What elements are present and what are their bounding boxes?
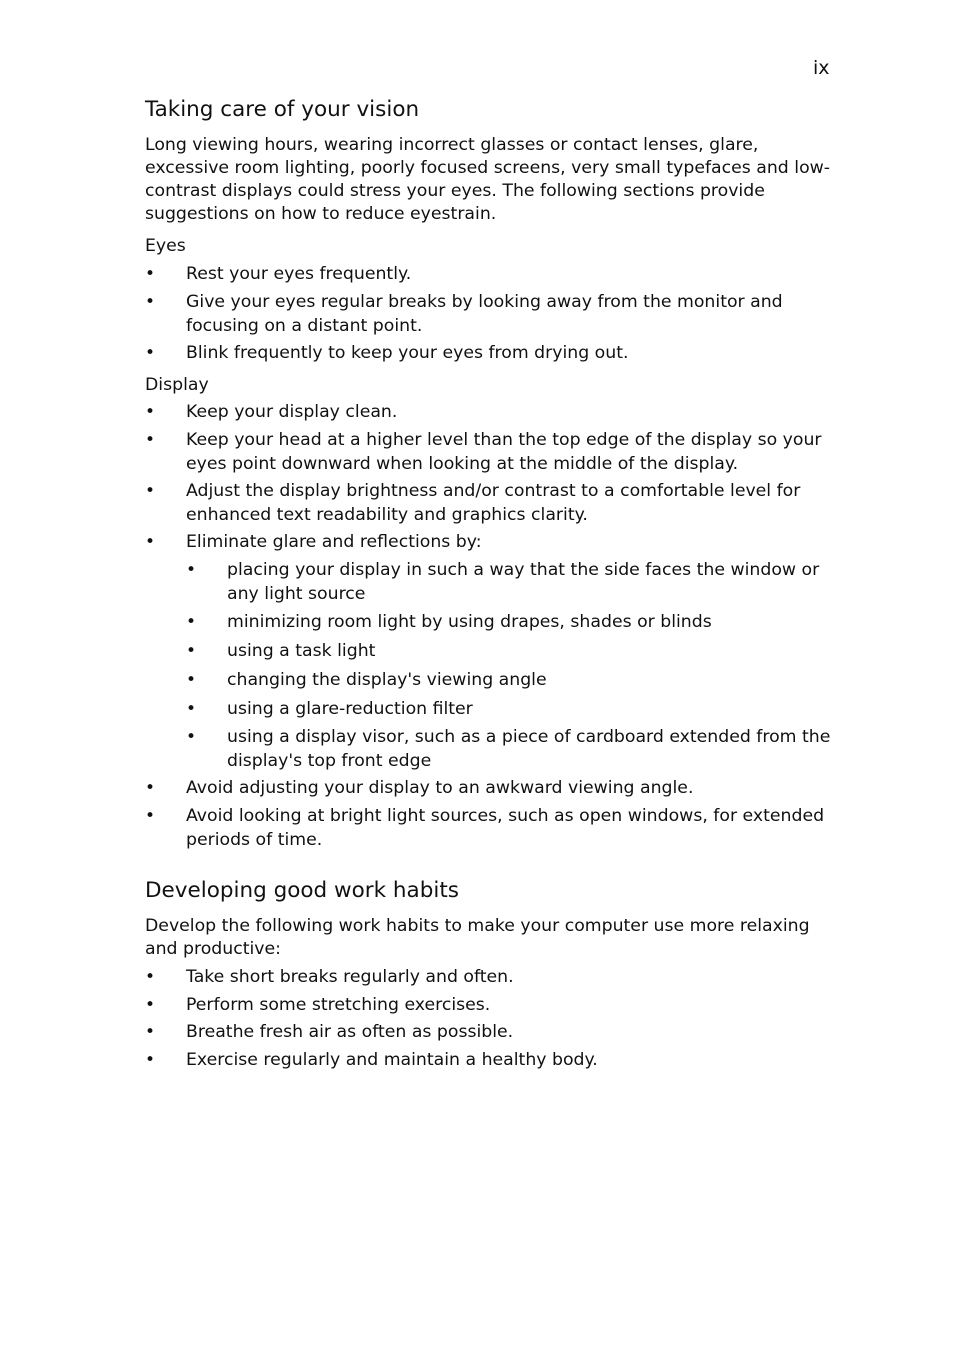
list-item [145, 965, 835, 989]
nested-list-item [186, 558, 835, 606]
bullet: • [145, 806, 156, 826]
list-item-text: using a display visor, such as a piece of cardboard extended from the display's top front edge [227, 727, 831, 771]
work-habits-intro-paragraph: Develop the following work habits to make your computer use more relaxing and productive: [145, 916, 810, 959]
list-item-text: Eliminate glare and reflections by: [186, 532, 482, 552]
bullet: • [145, 264, 156, 284]
list-item [145, 1048, 835, 1072]
bullet: • [145, 292, 156, 312]
nested-list-item [186, 697, 835, 721]
list-item [145, 290, 835, 338]
nested-list-item [186, 610, 835, 634]
list-item-text: Keep your display clean. [186, 402, 398, 422]
bullet: • [186, 699, 197, 719]
bullet: • [145, 778, 156, 798]
bullet: • [186, 612, 197, 632]
list-item [145, 530, 835, 554]
bullet: • [186, 560, 197, 580]
list-item-text: minimizing room light by using drapes, shades or blinds [227, 612, 712, 632]
bullet: • [145, 995, 156, 1015]
bullet: • [186, 641, 197, 661]
list-item-text: Avoid looking at bright light sources, such as open windows, for extended periods of time. [186, 806, 825, 850]
list-item-text: using a task light [227, 641, 376, 661]
list-item [145, 479, 835, 527]
list-item-text: Rest your eyes frequently. [186, 264, 412, 284]
bullet: • [145, 343, 156, 363]
vision-intro-paragraph: Long viewing hours, wearing incorrect glasses or contact lenses, glare, excessive room lighting, poorly focused screens, very small typefaces and low-contrast displays could stress your eyes. The following sections provide suggestions on how to reduce eyestrain. [145, 135, 831, 224]
list-item [145, 993, 835, 1017]
eyes-subheading: Eyes [145, 236, 186, 256]
bullet: • [186, 727, 197, 747]
list-item-text: Blink frequently to keep your eyes from drying out. [186, 343, 629, 363]
bullet: • [145, 967, 156, 987]
list-item-text: Breathe fresh air as often as possible. [186, 1022, 514, 1042]
list-item-text: Keep your head at a higher level than the top edge of the display so your eyes point downward when looking at the middle of the display. [186, 430, 822, 474]
list-item [145, 804, 835, 852]
bullet: • [145, 1050, 156, 1070]
list-item [145, 341, 835, 365]
list-item-text: placing your display in such a way that the side faces the window or any light source [227, 560, 820, 604]
list-item [145, 1020, 835, 1044]
page-number: ix [813, 57, 830, 79]
list-item-text: Exercise regularly and maintain a healthy body. [186, 1050, 598, 1070]
nested-list-item [186, 639, 835, 663]
list-item-text: changing the display's viewing angle [227, 670, 547, 690]
list-item-text: Adjust the display brightness and/or contrast to a comfortable level for enhanced text readability and graphics clarity. [186, 481, 801, 525]
bullet: • [145, 1022, 156, 1042]
bullet: • [145, 402, 156, 422]
section-title-vision: Taking care of your vision [145, 97, 420, 122]
list-item [145, 400, 835, 424]
list-item-text: using a glare-reduction filter [227, 699, 473, 719]
bullet: • [186, 670, 197, 690]
nested-list-item [186, 725, 835, 773]
bullet: • [145, 481, 156, 501]
list-item [145, 262, 835, 286]
list-item-text: Perform some stretching exercises. [186, 995, 491, 1015]
section-title-work-habits: Developing good work habits [145, 878, 459, 903]
list-item-text: Give your eyes regular breaks by looking away from the monitor and focusing on a distant point. [186, 292, 783, 336]
list-item-text: Take short breaks regularly and often. [186, 967, 514, 987]
bullet: • [145, 532, 156, 552]
nested-list-item [186, 668, 835, 692]
list-item [145, 428, 835, 476]
bullet: • [145, 430, 156, 450]
list-item [145, 776, 835, 800]
display-subheading: Display [145, 375, 209, 395]
list-item-text: Avoid adjusting your display to an awkward viewing angle. [186, 778, 694, 798]
